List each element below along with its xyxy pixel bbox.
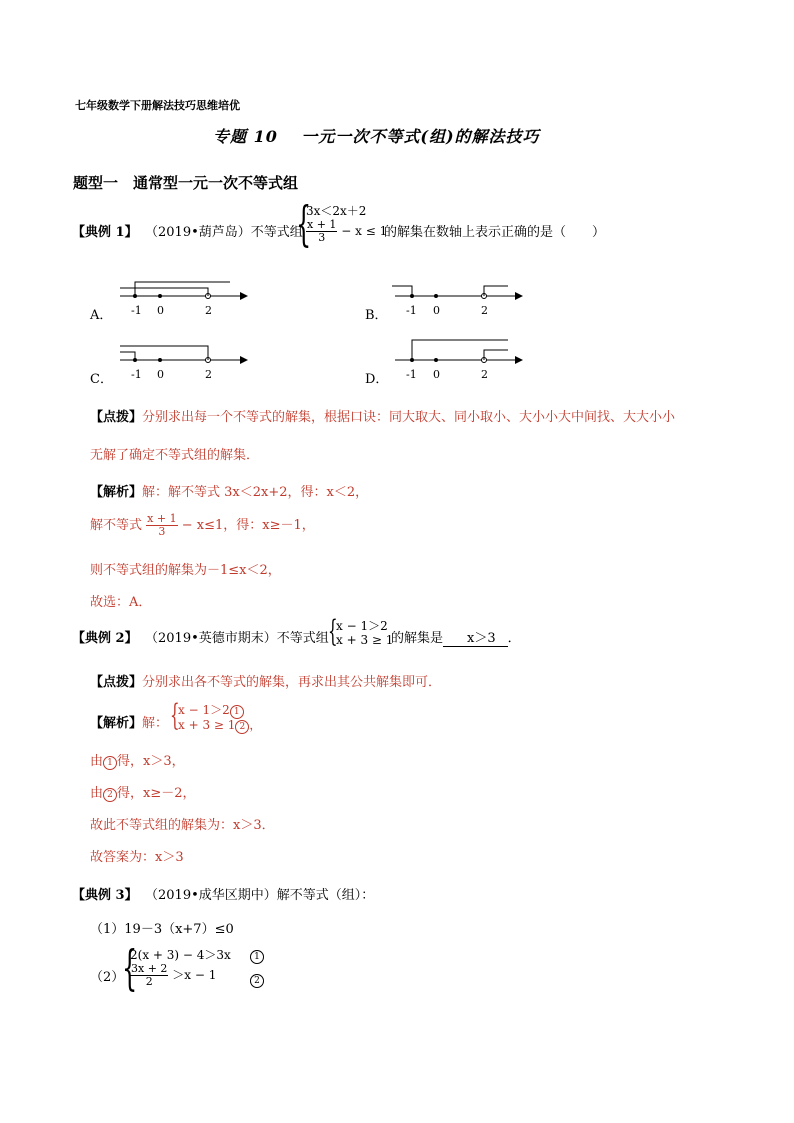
ex2-brace: { bbox=[328, 614, 338, 649]
tick-label: -1 bbox=[406, 304, 417, 317]
ex3-part2-label: （2） bbox=[90, 970, 125, 985]
page-header: 七年级数学下册解法技巧思维培优 bbox=[75, 99, 240, 112]
ex1-sys-line1: 3x＜2x＋2 bbox=[306, 204, 367, 218]
ex2-step1: 由 1 得，x＞3， bbox=[90, 754, 185, 769]
ex2-step3: 故此不等式组的解集为：x＞3． bbox=[90, 818, 275, 833]
option-d-label[interactable]: D． bbox=[365, 372, 389, 387]
ex3-sys-line1: 2(x + 3) − 4＞3x bbox=[130, 948, 231, 962]
ex2-step4: 故答案为：x＞3 bbox=[90, 850, 184, 865]
tick-label: 2 bbox=[481, 368, 488, 381]
ex2-sys1: x − 1＞2 bbox=[336, 619, 388, 633]
ex1-solution-line4: 故选：A． bbox=[90, 595, 152, 610]
option-b-label[interactable]: B． bbox=[365, 308, 388, 323]
ex3-brace: { bbox=[122, 940, 138, 996]
ex2-sol-sys2: x + 3 ≥ 1 2 ， bbox=[178, 718, 262, 732]
ex2-hint: 【点拨】分别求出各不等式的解集，再求出其公共解集即可． bbox=[90, 675, 442, 690]
tick-label: 0 bbox=[433, 304, 440, 317]
option-c-label[interactable]: C． bbox=[90, 372, 113, 387]
ex1-hint-line1: 【点拨】分别求出每一个不等式的解集，根据口诀：同大取大、同小取小、大小小大中间找、大大小小 bbox=[90, 410, 676, 425]
ex2-sol-sys1: x − 1＞2 1 bbox=[178, 703, 244, 719]
ex2-sys2: x + 3 ≥ 1 bbox=[336, 633, 394, 647]
ex1-hint-line2: 无解了确定不等式组的解集． bbox=[90, 448, 260, 463]
ex2-label: 【典例 2】 bbox=[72, 631, 138, 646]
tick-label: 0 bbox=[433, 368, 440, 381]
ex1-solution-line3: 则不等式组的解集为－1≤x＜2， bbox=[90, 563, 281, 578]
ex3-part1: （1）19－3（x+7）≤0 bbox=[90, 922, 234, 937]
ex2-tail: 的解集是 x＞3 ． bbox=[391, 627, 521, 647]
option-c-line[interactable] bbox=[120, 346, 248, 364]
ex3-marker-1: 1 bbox=[250, 948, 264, 964]
ex2-answer-blank: x＞3 bbox=[443, 627, 508, 647]
ex3-source: （2019•成华区期中）解不等式（组）： bbox=[145, 888, 375, 903]
ex3-sys-line2: $\frac{3x + 2}{2}$ ＞x − 1 bbox=[131, 962, 217, 988]
tick-label: -1 bbox=[406, 368, 417, 381]
tick-label: 0 bbox=[157, 368, 164, 381]
ex3-marker-2: 2 bbox=[250, 972, 264, 988]
type-heading: 题型一 通常型一元一次不等式组 bbox=[73, 174, 299, 192]
circled-two: 2 bbox=[103, 788, 117, 802]
tick-label: -1 bbox=[131, 304, 142, 317]
option-d-line[interactable] bbox=[395, 340, 523, 364]
page-title: 专题 10 一元一次不等式(组)的解法技巧 bbox=[213, 127, 540, 146]
option-b-line[interactable] bbox=[392, 286, 523, 300]
ex2-sol-brace: { bbox=[170, 698, 180, 733]
option-a-label[interactable]: A． bbox=[90, 308, 113, 323]
ex1-brace: { bbox=[296, 196, 312, 252]
tick-label: -1 bbox=[131, 368, 142, 381]
ex1-source: （2019•葫芦岛）不等式组 bbox=[145, 225, 303, 240]
ex1-solution-line2: 解不等式 $\frac{x + 1}{3}$ − x≤1，得：x≥－1， bbox=[90, 512, 315, 538]
circled-two: 2 bbox=[235, 720, 249, 734]
ex3-label: 【典例 3】 bbox=[72, 888, 138, 903]
tick-label: 0 bbox=[157, 304, 164, 317]
tick-label: 2 bbox=[205, 368, 212, 381]
ex1-label: 【典例 1】 bbox=[72, 225, 138, 240]
ex2-step2: 由 2 得，x≥－2， bbox=[90, 786, 196, 801]
ex1-solution-line1: 【解析】解：解不等式 3x＜2x+2，得：x＜2， bbox=[90, 485, 369, 500]
ex2-source: （2019•英德市期末）不等式组 bbox=[145, 631, 329, 646]
circled-one: 1 bbox=[230, 705, 244, 719]
ex1-sys-line2: $\frac{x + 1}{3}$ − x ≤ 1 bbox=[307, 218, 388, 244]
ex1-tail: 的解集在数轴上表示正确的是（ ） bbox=[384, 225, 606, 240]
number-line-options bbox=[80, 268, 560, 388]
tick-label: 2 bbox=[205, 304, 212, 317]
option-a-line[interactable] bbox=[120, 282, 248, 300]
ex2-solution-intro: 【解析】解： bbox=[90, 716, 169, 731]
circled-one: 1 bbox=[103, 756, 117, 770]
tick-label: 2 bbox=[481, 304, 488, 317]
